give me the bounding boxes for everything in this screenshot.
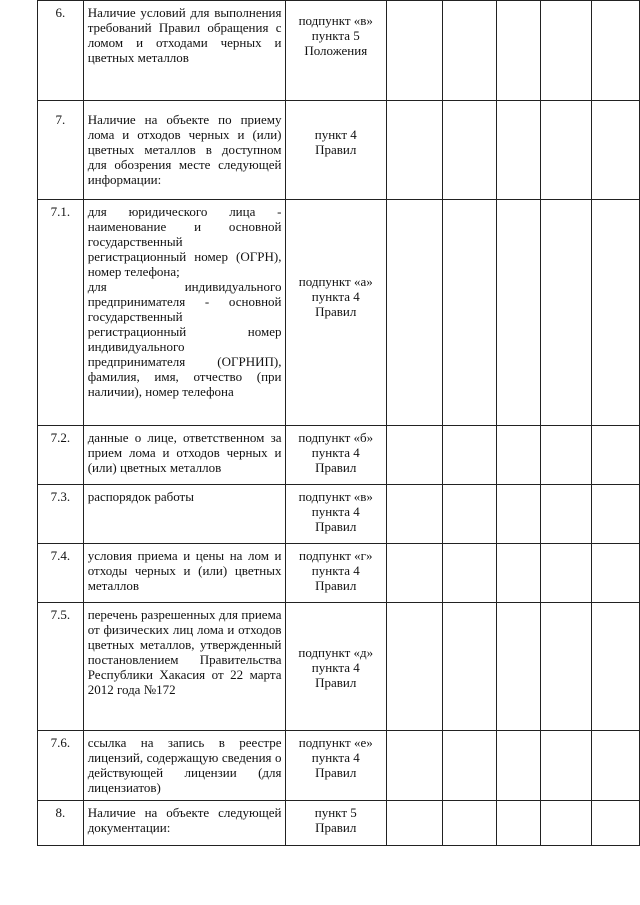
row-blank-cell: [541, 801, 591, 846]
table-row: [38, 101, 640, 200]
row-blank-cell: [387, 485, 443, 544]
row-number: 7.6.: [38, 731, 84, 801]
row-blank-cell: [591, 544, 639, 603]
row-blank-cell: [541, 485, 591, 544]
row-legal-reference: подпункт «в» пункта 4 Правил: [285, 485, 387, 544]
row-blank-cell: [591, 1, 639, 101]
row-requirement: распорядок работы: [83, 485, 285, 544]
row-blank-cell: [496, 544, 540, 603]
row-requirement: Наличие на объекте по приему лома и отходов черных и (или) цветных металлов в доступном для обозрения месте следующей информации:: [83, 101, 285, 200]
row-blank-cell: [541, 1, 591, 101]
row-number: 7.: [38, 101, 84, 200]
row-blank-cell: [443, 603, 496, 731]
row-blank-cell: [387, 200, 443, 426]
row-blank-cell: [541, 731, 591, 801]
row-blank-cell: [387, 603, 443, 731]
row-requirement: данные о лице, ответственном за прием лома и отходов черных и (или) цветных металлов: [83, 426, 285, 485]
row-blank-cell: [496, 485, 540, 544]
row-blank-cell: [387, 101, 443, 200]
row-blank-cell: [443, 101, 496, 200]
row-blank-cell: [541, 603, 591, 731]
row-blank-cell: [541, 544, 591, 603]
row-blank-cell: [591, 485, 639, 544]
table-row: [38, 1, 640, 101]
row-legal-reference: пункт 4 Правил: [285, 101, 387, 200]
row-blank-cell: [443, 544, 496, 603]
row-blank-cell: [541, 426, 591, 485]
row-requirement: ссылка на запись в реестре лицензий, содержащую сведения о действующей лицензии (для лицензиатов): [83, 731, 285, 801]
row-blank-cell: [496, 200, 540, 426]
row-blank-cell: [387, 801, 443, 846]
row-legal-reference: подпункт «е» пункта 4 Правил: [285, 731, 387, 801]
row-blank-cell: [541, 101, 591, 200]
row-blank-cell: [496, 801, 540, 846]
row-legal-reference: подпункт «г» пункта 4 Правил: [285, 544, 387, 603]
row-number: 7.3.: [38, 485, 84, 544]
row-blank-cell: [591, 426, 639, 485]
table-row: [38, 426, 640, 485]
row-blank-cell: [443, 485, 496, 544]
row-blank-cell: [443, 731, 496, 801]
row-requirement: Наличие условий для выполнения требований Правил обращения с ломом и отходами черных и цветных металлов: [83, 1, 285, 101]
row-blank-cell: [443, 426, 496, 485]
row-blank-cell: [443, 200, 496, 426]
row-number: 7.1.: [38, 200, 84, 426]
row-blank-cell: [387, 426, 443, 485]
row-blank-cell: [443, 801, 496, 846]
row-blank-cell: [496, 603, 540, 731]
row-legal-reference: пункт 5 Правил: [285, 801, 387, 846]
row-requirement: Наличие на объекте следующей документации:: [83, 801, 285, 846]
row-number: 7.5.: [38, 603, 84, 731]
row-blank-cell: [496, 101, 540, 200]
table-row: [38, 200, 640, 426]
table-row: [38, 731, 640, 801]
row-blank-cell: [496, 731, 540, 801]
row-number: 7.4.: [38, 544, 84, 603]
table-row: [38, 603, 640, 731]
row-blank-cell: [387, 731, 443, 801]
row-blank-cell: [591, 801, 639, 846]
row-blank-cell: [591, 603, 639, 731]
row-requirement: перечень разрешенных для приема от физических лиц лома и отходов цветных металлов, утвержденный постановлением Правительства Республики Хакасия от 22 марта 2012 года №172: [83, 603, 285, 731]
table-row: [38, 801, 640, 846]
row-blank-cell: [541, 200, 591, 426]
row-legal-reference: подпункт «в» пункта 5 Положения: [285, 1, 387, 101]
row-requirement: условия приема и цены на лом и отходы черных и (или) цветных металлов: [83, 544, 285, 603]
row-number: 6.: [38, 1, 84, 101]
row-blank-cell: [591, 731, 639, 801]
row-blank-cell: [496, 1, 540, 101]
row-blank-cell: [443, 1, 496, 101]
row-number: 7.2.: [38, 426, 84, 485]
row-requirement: для юридического лица - наименование и основной государственный регистрационный номер (ОГРН), номер телефона; для индивидуального предпринимателя - основной государственный регистрационный номер индивидуального предпринимателя (ОГРНИП), фамилия, имя, отчество (при наличии), номер телефона: [83, 200, 285, 426]
row-legal-reference: подпункт «б» пункта 4 Правил: [285, 426, 387, 485]
table-row: [38, 544, 640, 603]
row-legal-reference: подпункт «д» пункта 4 Правил: [285, 603, 387, 731]
checklist-table: [37, 0, 640, 846]
row-number: 8.: [38, 801, 84, 846]
row-legal-reference: подпункт «а» пункта 4 Правил: [285, 200, 387, 426]
row-blank-cell: [591, 101, 639, 200]
table-row: [38, 485, 640, 544]
row-blank-cell: [387, 1, 443, 101]
row-blank-cell: [387, 544, 443, 603]
row-blank-cell: [496, 426, 540, 485]
row-blank-cell: [591, 200, 639, 426]
